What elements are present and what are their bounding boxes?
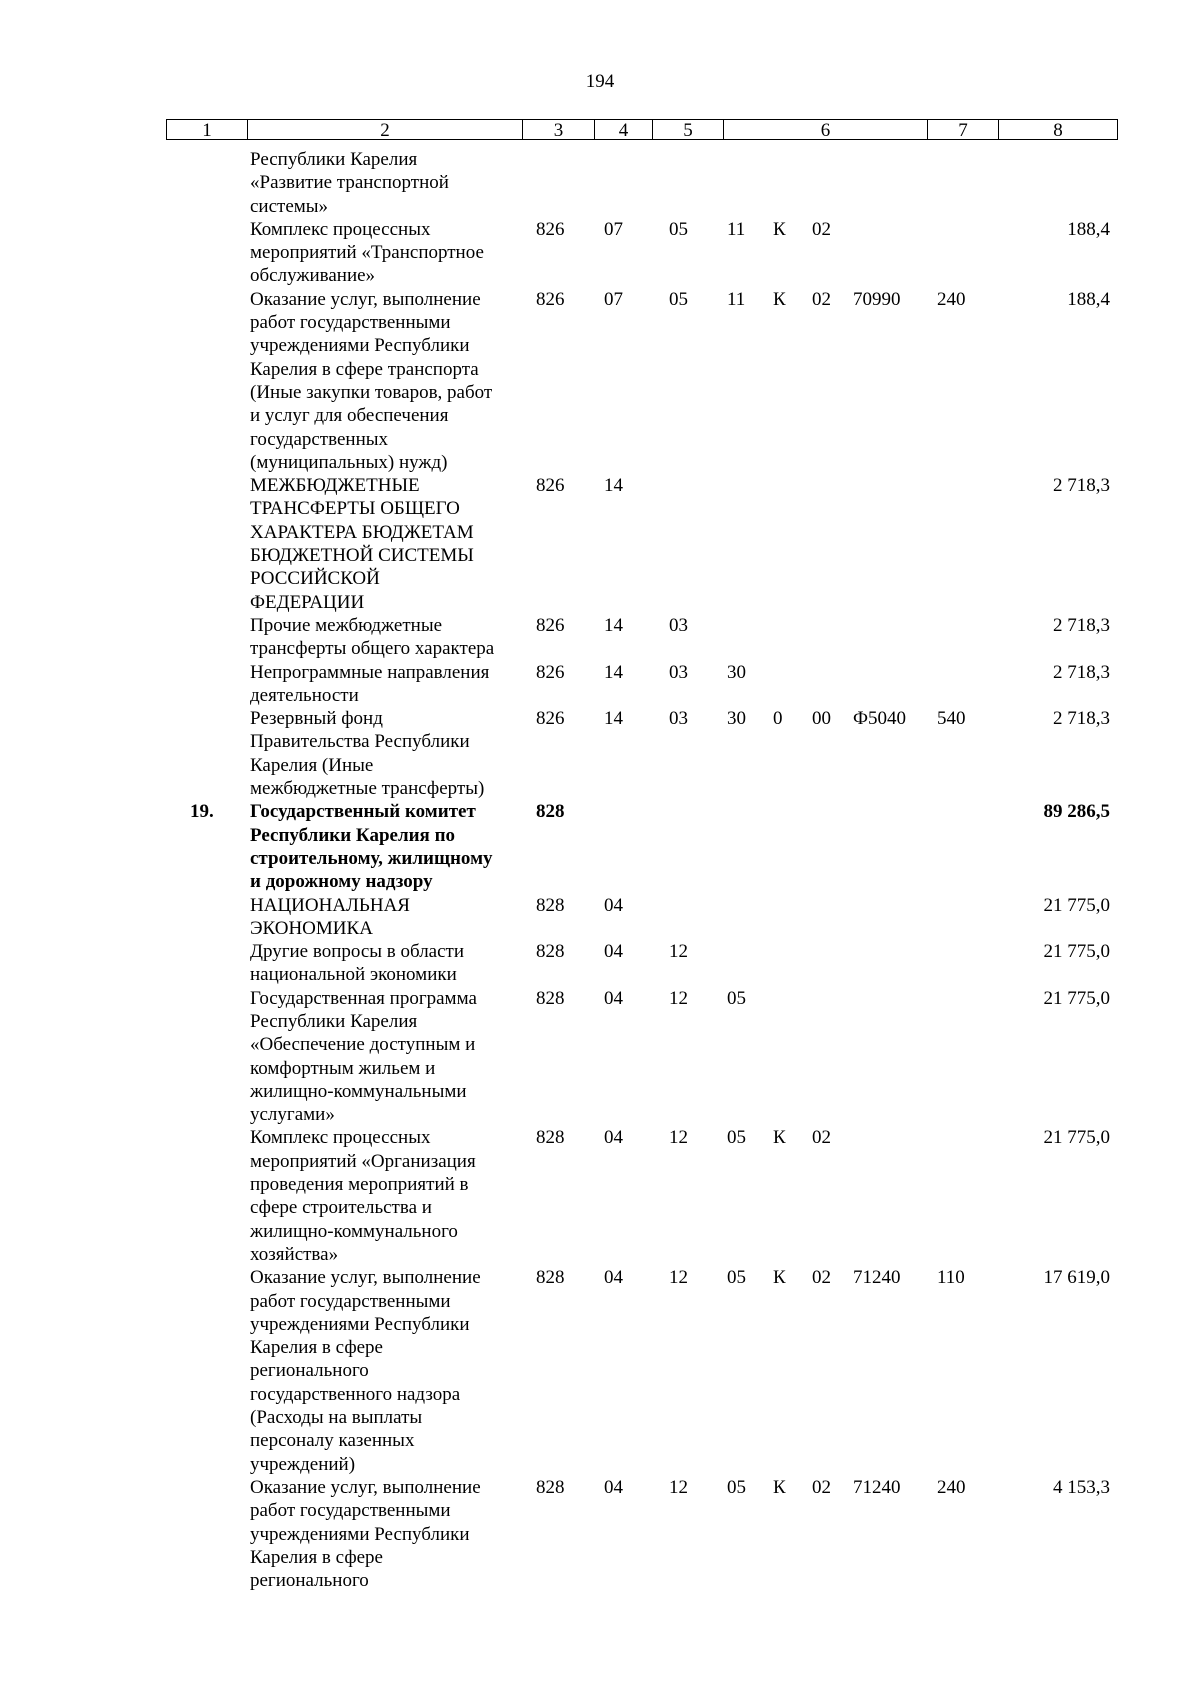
row-name: [250, 707, 515, 800]
row-name-line: Прочие межбюджетные: [250, 614, 443, 636]
row-name-line: «Обеспечение доступным и: [250, 1034, 476, 1056]
row-name-line: системы»: [250, 195, 329, 217]
row-name-line: деятельности: [250, 684, 359, 706]
row-c6c: 02: [812, 288, 831, 310]
row-c6b: К: [773, 1476, 786, 1498]
row-c5: 03: [669, 661, 688, 683]
row-name-line: учреждениями Республики: [250, 1313, 470, 1335]
row-name-line: (муниципальных) нужд): [250, 451, 448, 473]
table-row: [0, 288, 1200, 474]
row-name-line: и услуг для обеспечения: [250, 405, 449, 427]
row-name-line: Комплекс процессных: [250, 218, 431, 240]
row-c5: 12: [669, 941, 688, 963]
row-name: [250, 474, 515, 614]
row-name-line: Государственная программа: [250, 987, 477, 1009]
row-c6b: К: [773, 218, 786, 240]
row-name: [250, 148, 515, 218]
row-name-line: работ государственными: [250, 1500, 451, 1522]
row-c5: 12: [669, 1476, 688, 1498]
row-name: [250, 800, 515, 893]
row-name-line: персоналу казенных: [250, 1430, 415, 1452]
row-name-line: мероприятий «Организация: [250, 1150, 476, 1172]
row-c3: 828: [536, 1127, 565, 1149]
row-name-line: Карелия в сфере транспорта: [250, 358, 479, 380]
row-name-line: ЭКОНОМИКА: [250, 917, 373, 939]
row-name-line: МЕЖБЮДЖЕТНЫЕ: [250, 475, 420, 497]
row-c6d: 70990: [853, 288, 901, 310]
row-c8: 2 718,3: [1053, 614, 1110, 636]
row-name-line: регионального: [250, 1570, 369, 1592]
row-c4: 07: [604, 288, 623, 310]
row-c8: 4 153,3: [1053, 1476, 1110, 1498]
row-c3: 828: [536, 987, 565, 1009]
row-c6c: 00: [812, 708, 831, 730]
row-name-line: Оказание услуг, выполнение: [250, 1267, 481, 1289]
table-row: [0, 940, 1200, 987]
row-c5: 12: [669, 1267, 688, 1289]
row-c3: 826: [536, 661, 565, 683]
header-col-4: 4: [595, 120, 653, 139]
row-name-line: учреждениями Республики: [250, 335, 470, 357]
row-c6b: К: [773, 288, 786, 310]
row-c6c: 02: [812, 1127, 831, 1149]
row-name: [250, 940, 515, 987]
row-name: [250, 661, 515, 708]
row-c4: 04: [604, 1267, 623, 1289]
row-name-line: Карелия в сфере: [250, 1546, 383, 1568]
row-c6b: 0: [773, 708, 783, 730]
row-name-line: «Развитие транспортной: [250, 172, 449, 194]
row-name-line: Республики Карелия: [250, 149, 418, 170]
row-name-line: межбюджетные трансферты): [250, 778, 485, 800]
row-name-line: Другие вопросы в области: [250, 941, 465, 963]
row-name-line: строительному, жилищному: [250, 847, 493, 869]
row-c6a: 05: [727, 1127, 746, 1149]
row-c3: 828: [536, 801, 565, 823]
row-name-line: БЮДЖЕТНОЙ СИСТЕМЫ: [250, 545, 474, 567]
row-name-line: Оказание услуг, выполнение: [250, 288, 481, 310]
table-row: [0, 987, 1200, 1127]
row-name-line: РОССИЙСКОЙ: [250, 568, 380, 590]
row-c8: 21 775,0: [1043, 1127, 1110, 1149]
row-c6a: 05: [727, 1267, 746, 1289]
row-c3: 828: [536, 894, 565, 916]
header-col-2: 2: [248, 120, 523, 139]
row-c5: 05: [669, 218, 688, 240]
row-name-line: регионального: [250, 1360, 369, 1382]
row-name-line: сфере строительства и: [250, 1197, 432, 1219]
row-c8: 188,4: [1067, 288, 1110, 310]
row-name-line: Резервный фонд: [250, 708, 383, 730]
row-name-line: работ государственными: [250, 312, 451, 334]
table-row: [0, 1266, 1200, 1476]
row-name: [250, 614, 515, 661]
row-c6a: 11: [727, 218, 746, 240]
row-name-line: (Расходы на выплаты: [250, 1407, 423, 1429]
row-c8: 2 718,3: [1053, 661, 1110, 683]
row-name-line: Комплекс процессных: [250, 1127, 431, 1149]
row-name-line: государственного надзора: [250, 1383, 461, 1405]
row-c4: 04: [604, 941, 623, 963]
row-c3: 826: [536, 708, 565, 730]
row-name-line: трансферты общего характера: [250, 638, 495, 660]
row-name: [250, 288, 515, 474]
row-c3: 828: [536, 1267, 565, 1289]
row-c8: 2 718,3: [1053, 475, 1110, 497]
row-name-line: учреждениями Республики: [250, 1523, 470, 1545]
row-name-line: (Иные закупки товаров, работ: [250, 381, 493, 403]
row-c7: 240: [937, 288, 966, 310]
row-name-line: Правительства Республики: [250, 731, 470, 753]
row-c8: 2 718,3: [1053, 708, 1110, 730]
row-c7: 110: [937, 1267, 965, 1289]
row-c8: 21 775,0: [1043, 894, 1110, 916]
row-c6a: 30: [727, 708, 746, 730]
row-name-line: Республики Карелия: [250, 1010, 418, 1032]
row-c6d: 71240: [853, 1267, 901, 1289]
row-name-line: обслуживание»: [250, 265, 376, 287]
row-name-line: хозяйства»: [250, 1243, 339, 1265]
row-name-line: комфортным жильем и: [250, 1057, 436, 1079]
row-c7: 240: [937, 1476, 966, 1498]
row-name-line: Карелия (Иные: [250, 754, 374, 776]
row-c4: 04: [604, 1476, 623, 1498]
header-col-6: 6: [724, 120, 928, 139]
row-c5: 03: [669, 708, 688, 730]
row-c5: 12: [669, 987, 688, 1009]
table-row: [0, 474, 1200, 614]
row-c6b: К: [773, 1127, 786, 1149]
row-c6a: 05: [727, 1476, 746, 1498]
header-col-8: 8: [1053, 120, 1063, 141]
row-c4: 14: [604, 661, 623, 683]
table-row: [0, 661, 1200, 708]
header-col-7: 7: [928, 120, 999, 139]
row-c6a: 11: [727, 288, 746, 310]
row-c6c: 02: [812, 1476, 831, 1498]
row-c4: 14: [604, 708, 623, 730]
row-name-line: работ государственными: [250, 1290, 451, 1312]
table-body: [0, 148, 1200, 1592]
row-c5: 03: [669, 614, 688, 636]
header-col-5: 5: [653, 120, 724, 139]
row-c4: 04: [604, 1127, 623, 1149]
table-row: [0, 614, 1200, 661]
row-name-line: Республики Карелия по: [250, 824, 456, 846]
row-c3: 826: [536, 218, 565, 240]
row-c8: 188,4: [1067, 218, 1110, 240]
header-col-3: 3: [523, 120, 595, 139]
table-row: [0, 1476, 1200, 1592]
row-name-line: Карелия в сфере: [250, 1337, 383, 1359]
row-c4: 14: [604, 614, 623, 636]
row-c6c: 02: [812, 1267, 831, 1289]
row-name: [250, 894, 515, 941]
row-name-line: и дорожному надзору: [250, 871, 433, 893]
row-c3: 826: [536, 475, 565, 497]
row-c6d: 71240: [853, 1476, 901, 1498]
row-name: [250, 1476, 515, 1592]
row-name-line: НАЦИОНАЛЬНАЯ: [250, 894, 410, 916]
row-name-line: мероприятий «Транспортное: [250, 242, 484, 264]
row-name-line: Непрограммные направления: [250, 661, 490, 683]
table-row: [0, 894, 1200, 941]
row-c6b: К: [773, 1267, 786, 1289]
row-name-line: проведения мероприятий в: [250, 1174, 469, 1196]
row-name-line: учреждений): [250, 1453, 356, 1475]
row-c5: 05: [669, 288, 688, 310]
header-col-1: 1: [167, 120, 248, 139]
row-name-line: ТРАНСФЕРТЫ ОБЩЕГО: [250, 498, 460, 520]
row-name-line: жилищно-коммунальными: [250, 1080, 467, 1102]
row-name-line: Оказание услуг, выполнение: [250, 1476, 481, 1498]
table-row: [0, 800, 1200, 893]
row-c8: 21 775,0: [1043, 941, 1110, 963]
row-c3: 828: [536, 941, 565, 963]
row-c6a: 05: [727, 987, 746, 1009]
row-name-line: услугами»: [250, 1104, 335, 1126]
row-name: [250, 1266, 515, 1476]
table-row: [0, 707, 1200, 800]
row-name-line: Государственный комитет: [250, 801, 476, 823]
row-c5: 12: [669, 1127, 688, 1149]
row-c4: 04: [604, 987, 623, 1009]
row-c3: 826: [536, 614, 565, 636]
row-name: [250, 218, 515, 288]
row-c6a: 30: [727, 661, 746, 683]
row-c6c: 02: [812, 218, 831, 240]
row-name-line: государственных: [250, 428, 389, 450]
row-number: 19.: [190, 801, 214, 823]
row-c8: 21 775,0: [1043, 987, 1110, 1009]
row-name-line: жилищно-коммунального: [250, 1220, 458, 1242]
row-c4: 07: [604, 218, 623, 240]
table-row: [0, 148, 1200, 218]
row-name-line: ХАРАКТЕРА БЮДЖЕТАМ: [250, 521, 474, 543]
row-c7: 540: [937, 708, 966, 730]
row-c8: 89 286,5: [1043, 801, 1110, 823]
table-row: [0, 1126, 1200, 1266]
row-name-line: национальной экономики: [250, 964, 457, 986]
row-c4: 04: [604, 894, 623, 916]
row-name: [250, 1126, 515, 1266]
table-row: [0, 218, 1200, 288]
row-c3: 826: [536, 288, 565, 310]
table-header: [166, 119, 1118, 140]
row-c8: 17 619,0: [1043, 1267, 1110, 1289]
row-c6d: Ф5040: [853, 708, 907, 730]
row-name: [250, 987, 515, 1127]
page-number: 194: [585, 71, 615, 92]
row-c3: 828: [536, 1476, 565, 1498]
row-name-line: ФЕДЕРАЦИИ: [250, 591, 365, 613]
row-c4: 14: [604, 475, 623, 497]
